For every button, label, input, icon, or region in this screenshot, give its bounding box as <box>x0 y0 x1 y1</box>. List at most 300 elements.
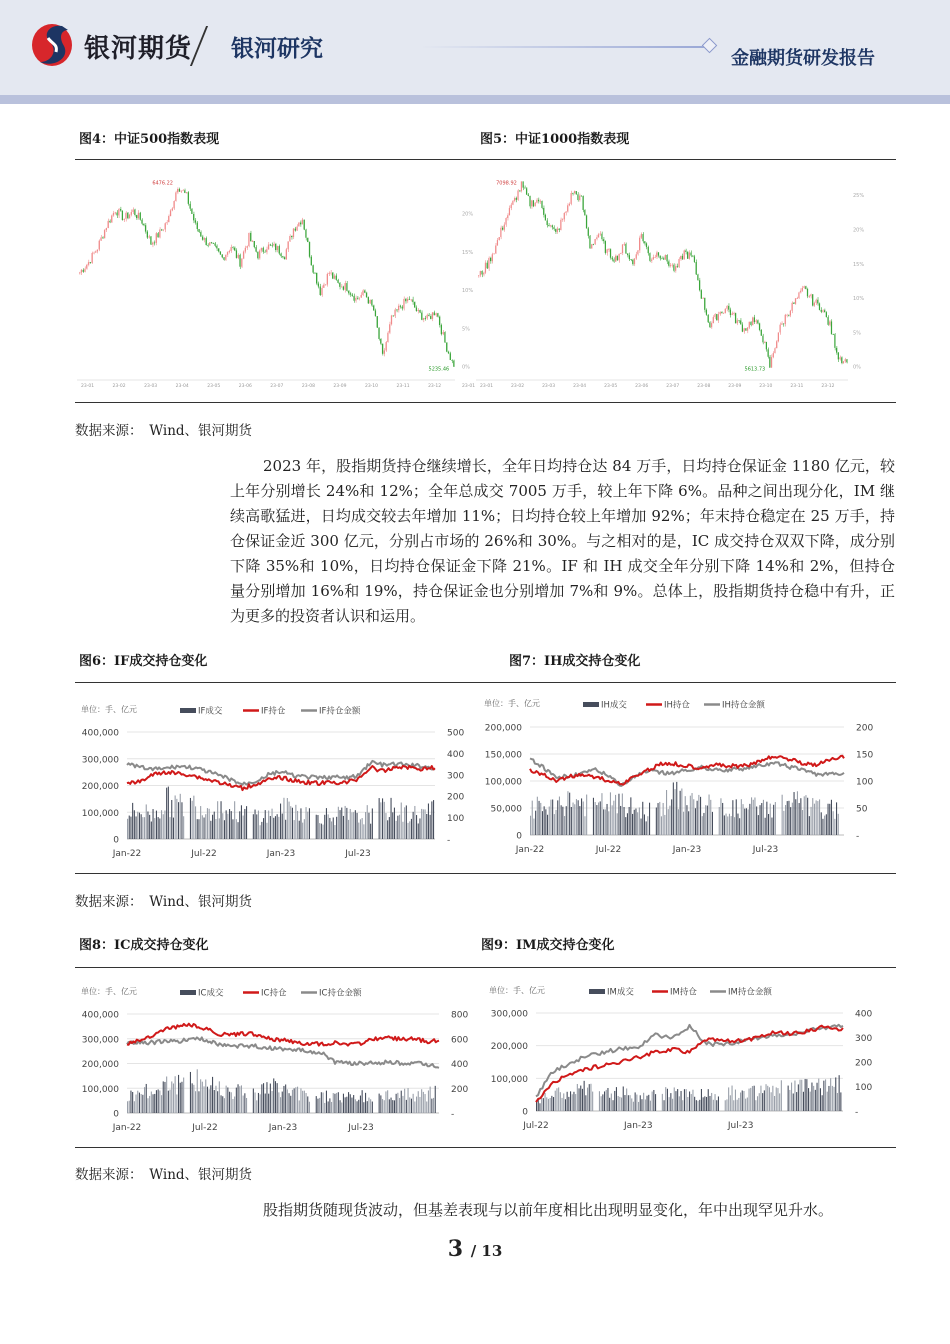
candle <box>774 348 775 353</box>
volume-bar <box>638 1102 639 1111</box>
candle <box>531 200 532 206</box>
x-tick-label: 23-01 <box>81 384 95 389</box>
divider <box>75 1147 896 1148</box>
candle <box>339 283 340 287</box>
candle <box>396 310 397 311</box>
volume-bar <box>598 802 599 835</box>
volume-bar <box>365 812 366 839</box>
volume-bar <box>568 1097 569 1111</box>
volume-bar <box>576 799 577 835</box>
volume-bar <box>567 1092 568 1111</box>
candle <box>601 234 602 240</box>
volume-bar <box>729 814 730 835</box>
volume-bar <box>564 816 565 835</box>
volume-bar <box>294 1088 295 1113</box>
volume-bar <box>806 1079 807 1111</box>
legend-swatch <box>583 702 599 707</box>
pct-tick-label: 10% <box>853 296 865 303</box>
candle <box>579 196 580 200</box>
candle <box>202 237 203 240</box>
candle <box>833 334 834 335</box>
candle <box>435 313 436 315</box>
x-tick-label: Jul-22 <box>595 845 622 855</box>
volume-bar <box>828 1086 829 1111</box>
volume-bar <box>244 809 245 839</box>
volume-bar <box>771 1092 772 1111</box>
candle <box>767 349 768 356</box>
volume-bar <box>431 801 432 839</box>
volume-bar <box>272 1091 273 1113</box>
candle <box>91 253 92 263</box>
candle <box>104 230 105 238</box>
volume-bar <box>409 1097 410 1113</box>
candle <box>553 227 554 229</box>
candle <box>519 190 520 191</box>
volume-bar <box>724 815 725 835</box>
candle <box>843 361 844 363</box>
legend-label: IH持仓 <box>664 700 690 711</box>
candle <box>716 314 717 320</box>
candle <box>138 213 139 218</box>
candle <box>264 252 265 253</box>
volume-bar <box>629 807 630 835</box>
candle <box>512 201 513 205</box>
volume-bar <box>810 1092 811 1111</box>
volume-bar <box>392 1100 393 1113</box>
max-label: 7098.92 <box>496 180 517 187</box>
volume-bar <box>804 796 805 835</box>
volume-bar <box>545 1093 546 1111</box>
volume-bar <box>153 1094 154 1113</box>
left-tick-label: 200,000 <box>484 723 522 734</box>
right-tick-label: 800 <box>451 1010 469 1021</box>
candle <box>536 200 537 203</box>
candle <box>147 232 148 238</box>
x-tick-label: 23-02 <box>112 384 126 389</box>
volume-bar <box>256 1100 257 1113</box>
candle <box>216 246 217 249</box>
volume-bar <box>813 1086 814 1111</box>
candle <box>451 360 452 361</box>
candle <box>504 225 505 230</box>
volume-bar <box>584 816 585 835</box>
candle <box>314 273 315 274</box>
candle <box>323 285 324 288</box>
candle <box>184 190 185 193</box>
candle <box>644 241 645 243</box>
fig5-chart <box>472 162 896 398</box>
volume-bar <box>595 802 596 835</box>
volume-bar <box>716 1100 717 1111</box>
volume-bar <box>815 1090 816 1111</box>
volume-bar <box>681 788 682 835</box>
x-tick-label: 23-08 <box>301 384 315 389</box>
volume-bar <box>272 809 273 839</box>
volume-bar <box>663 803 664 835</box>
pct-tick-label: 5% <box>462 326 470 333</box>
candle <box>148 236 149 237</box>
volume-bar <box>346 1097 347 1113</box>
volume-bar <box>742 1090 743 1111</box>
volume-bar <box>166 1076 167 1113</box>
divider <box>75 159 896 160</box>
volume-bar <box>589 1084 590 1111</box>
candle <box>327 274 328 285</box>
volume-bar <box>555 1091 556 1111</box>
volume-bar <box>782 795 783 835</box>
volume-bar <box>566 806 567 835</box>
x-tick-label: Jul-23 <box>752 845 779 855</box>
candle <box>740 320 741 324</box>
volume-bar <box>650 1101 651 1111</box>
volume-bar <box>297 811 298 839</box>
volume-bar <box>631 1098 632 1111</box>
volume-bar <box>825 1079 826 1111</box>
open-interest-line <box>127 1024 439 1046</box>
volume-bar <box>814 804 815 835</box>
volume-bar <box>627 813 628 835</box>
candle <box>325 285 326 286</box>
volume-bar <box>147 811 148 839</box>
volume-bar <box>149 1096 150 1113</box>
candle <box>559 229 560 230</box>
volume-bar <box>700 797 701 835</box>
candle <box>533 200 534 206</box>
volume-bar <box>643 1093 644 1111</box>
candle <box>241 259 242 267</box>
volume-bar <box>416 815 417 839</box>
candle <box>275 244 276 250</box>
volume-bar <box>195 1091 196 1113</box>
x-tick-label: 23-12 <box>428 384 442 389</box>
candle <box>402 307 403 309</box>
volume-bar <box>168 787 169 839</box>
volume-bar <box>294 820 295 839</box>
candle <box>529 196 530 206</box>
volume-bar <box>790 807 791 835</box>
volume-bar <box>801 1080 802 1111</box>
volume-bar <box>834 819 835 835</box>
volume-bar <box>671 799 672 835</box>
candle <box>312 265 313 272</box>
volume-bar <box>738 1098 739 1111</box>
candle <box>209 242 210 245</box>
volume-bar <box>822 1095 823 1111</box>
volume-bar <box>270 816 271 839</box>
candle <box>744 328 745 331</box>
volume-bar <box>763 800 764 835</box>
volume-bar <box>141 814 142 839</box>
candle <box>198 229 199 232</box>
volume-bar <box>345 806 346 839</box>
volume-bar <box>338 807 339 839</box>
volume-bar <box>204 818 205 839</box>
x-tick-label: Jul-22 <box>192 1123 218 1133</box>
candle <box>295 229 296 231</box>
candle <box>243 252 244 259</box>
candle <box>140 213 141 220</box>
candle <box>159 229 160 237</box>
candle <box>432 312 433 318</box>
candle <box>670 265 671 266</box>
candle <box>211 242 212 243</box>
candle <box>410 299 411 300</box>
volume-bar <box>258 1093 259 1113</box>
volume-bar <box>830 1078 831 1111</box>
candle <box>815 300 816 303</box>
x-tick-label: 23-03 <box>144 384 158 389</box>
legend-label: IH成交 <box>601 700 627 711</box>
volume-bar <box>285 820 286 839</box>
volume-bar <box>550 800 551 835</box>
volume-bar <box>362 818 363 839</box>
candle <box>448 352 449 354</box>
volume-bar <box>798 1084 799 1111</box>
candle <box>641 234 642 238</box>
candle <box>793 303 794 304</box>
candle <box>786 315 787 316</box>
candle <box>577 194 578 200</box>
candle <box>286 249 287 259</box>
candle <box>492 254 493 261</box>
candle <box>152 243 153 245</box>
header-band <box>0 95 950 104</box>
volume-bar <box>351 812 352 839</box>
candle <box>430 316 431 319</box>
volume-bar <box>163 1081 164 1113</box>
volume-bar <box>261 822 262 839</box>
volume-bar <box>154 818 155 839</box>
volume-bar <box>725 1100 726 1111</box>
volume-bar <box>797 791 798 835</box>
volume-bar <box>744 809 745 835</box>
candle <box>131 212 132 215</box>
volume-bar <box>210 1085 211 1113</box>
volume-bar <box>421 809 422 839</box>
volume-bar <box>580 1086 581 1111</box>
volume-bar <box>414 1101 415 1113</box>
candle <box>728 306 729 310</box>
candle <box>620 253 621 254</box>
volume-bar <box>794 792 795 835</box>
volume-bar <box>582 1089 583 1111</box>
volume-bar <box>401 1091 402 1113</box>
volume-bar <box>619 1097 620 1111</box>
right-tick-label: 300 <box>447 771 465 782</box>
volume-bar <box>144 1087 145 1113</box>
volume-bar <box>243 1096 244 1113</box>
volume-bar <box>811 1083 812 1111</box>
candle <box>576 191 577 194</box>
volume-bar <box>785 805 786 835</box>
candle <box>733 313 734 314</box>
candle <box>195 220 196 222</box>
candle <box>218 248 219 251</box>
volume-bar <box>260 825 261 839</box>
volume-bar <box>656 807 657 835</box>
divider <box>75 402 896 403</box>
volume-bar <box>703 1097 704 1111</box>
candle <box>161 229 162 230</box>
volume-bar <box>718 1096 719 1111</box>
volume-bar <box>641 819 642 835</box>
volume-bar <box>222 1096 223 1113</box>
max-label: 6476.22 <box>152 180 174 187</box>
volume-bar <box>418 1091 419 1113</box>
volume-bar <box>690 796 691 835</box>
candle <box>353 296 354 301</box>
candle <box>624 244 625 245</box>
volume-bar <box>425 809 426 839</box>
candle <box>188 192 189 204</box>
volume-bar <box>198 819 199 839</box>
x-tick-label: Jan-23 <box>624 1121 653 1131</box>
candle <box>273 244 274 246</box>
volume-bar <box>712 812 713 835</box>
candle <box>289 236 290 241</box>
volume-bar <box>367 805 368 839</box>
volume-bar <box>755 1100 756 1111</box>
candle <box>516 198 517 200</box>
volume-bar <box>614 1091 615 1111</box>
volume-bar <box>236 1088 237 1113</box>
candle <box>79 273 80 274</box>
volume-bar <box>691 1094 692 1111</box>
candle <box>752 317 753 325</box>
volume-bar <box>805 1079 806 1111</box>
candle <box>831 321 832 334</box>
candle <box>200 232 201 237</box>
volume-bar <box>803 1092 804 1111</box>
volume-bar <box>623 1086 624 1111</box>
volume-bar <box>811 807 812 835</box>
volume-bar <box>197 819 198 839</box>
volume-bar <box>586 795 587 835</box>
volume-bar <box>788 1086 789 1111</box>
volume-bar <box>380 1095 381 1113</box>
candle <box>762 336 763 343</box>
x-tick-label: 23-03 <box>542 384 556 389</box>
volume-bar <box>669 1097 670 1111</box>
volume-bar <box>546 1097 547 1111</box>
right-tick-label: - <box>855 1107 859 1118</box>
volume-bar <box>592 1092 593 1111</box>
volume-bar <box>404 807 405 839</box>
volume-bar <box>178 802 179 839</box>
candle <box>280 254 281 257</box>
volume-bar <box>807 798 808 835</box>
volume-bar <box>662 1094 663 1111</box>
candle <box>321 288 322 295</box>
candle <box>186 192 187 193</box>
candle <box>348 291 349 293</box>
volume-bar <box>736 799 737 835</box>
candle <box>403 299 404 309</box>
volume-bar <box>273 818 274 839</box>
unit-label: 单位：手、亿元 <box>489 986 545 995</box>
volume-bar <box>800 1080 801 1111</box>
volume-bar <box>624 807 625 835</box>
candle <box>552 225 553 227</box>
candle <box>134 209 135 215</box>
candle <box>368 297 369 303</box>
volume-bar <box>583 801 584 835</box>
candle <box>545 215 546 221</box>
volume-bar <box>754 1086 755 1111</box>
volume-bar <box>599 1091 600 1111</box>
volume-bar <box>363 1102 364 1113</box>
candle <box>116 213 117 216</box>
volume-bar <box>275 1081 276 1113</box>
volume-bar <box>752 1086 753 1111</box>
candle <box>756 320 757 322</box>
candle <box>574 191 575 193</box>
volume-bar <box>812 798 813 835</box>
volume-bar <box>243 816 244 839</box>
volume-bar <box>282 1092 283 1113</box>
volume-bar <box>411 1099 412 1113</box>
candle <box>538 200 539 201</box>
volume-bar <box>419 818 420 839</box>
candle <box>345 283 346 290</box>
volume-bar <box>708 1089 709 1111</box>
volume-bar <box>676 782 677 835</box>
candle <box>548 225 549 226</box>
volume-bar <box>236 819 237 839</box>
candle <box>689 253 690 259</box>
candle <box>266 249 267 252</box>
volume-bar <box>799 803 800 835</box>
candle <box>300 223 301 225</box>
legend-label: IC成交 <box>198 988 224 999</box>
volume-bar <box>370 824 371 839</box>
candle <box>255 247 256 252</box>
candle <box>271 245 272 246</box>
candle <box>560 220 561 230</box>
volume-bar <box>679 1096 680 1111</box>
candle <box>704 298 705 310</box>
candle <box>632 260 633 264</box>
volume-bar <box>581 798 582 835</box>
volume-bar <box>689 1091 690 1111</box>
candle <box>826 312 827 317</box>
candle <box>608 249 609 250</box>
volume-bar <box>176 799 177 839</box>
volume-bar <box>833 811 834 835</box>
volume-bar <box>821 812 822 835</box>
left-tick-label: 0 <box>113 835 119 846</box>
volume-bar <box>323 825 324 839</box>
candle <box>81 270 82 273</box>
candle <box>362 290 363 294</box>
candle <box>239 255 240 267</box>
candle <box>337 280 338 283</box>
volume-bar <box>622 793 623 835</box>
candle <box>100 237 101 240</box>
volume-bar <box>698 1101 699 1111</box>
volume-bar <box>190 1072 191 1113</box>
volume-bar <box>615 795 616 835</box>
unit-label: 单位：手、亿元 <box>484 699 540 708</box>
volume-bar <box>593 798 594 835</box>
candle <box>687 252 688 259</box>
volume-bar <box>127 819 128 839</box>
volume-bar <box>548 1099 549 1111</box>
x-tick-label: 23-04 <box>573 384 587 389</box>
volume-bar <box>351 1098 352 1113</box>
candle <box>334 276 335 279</box>
candle <box>594 239 595 244</box>
